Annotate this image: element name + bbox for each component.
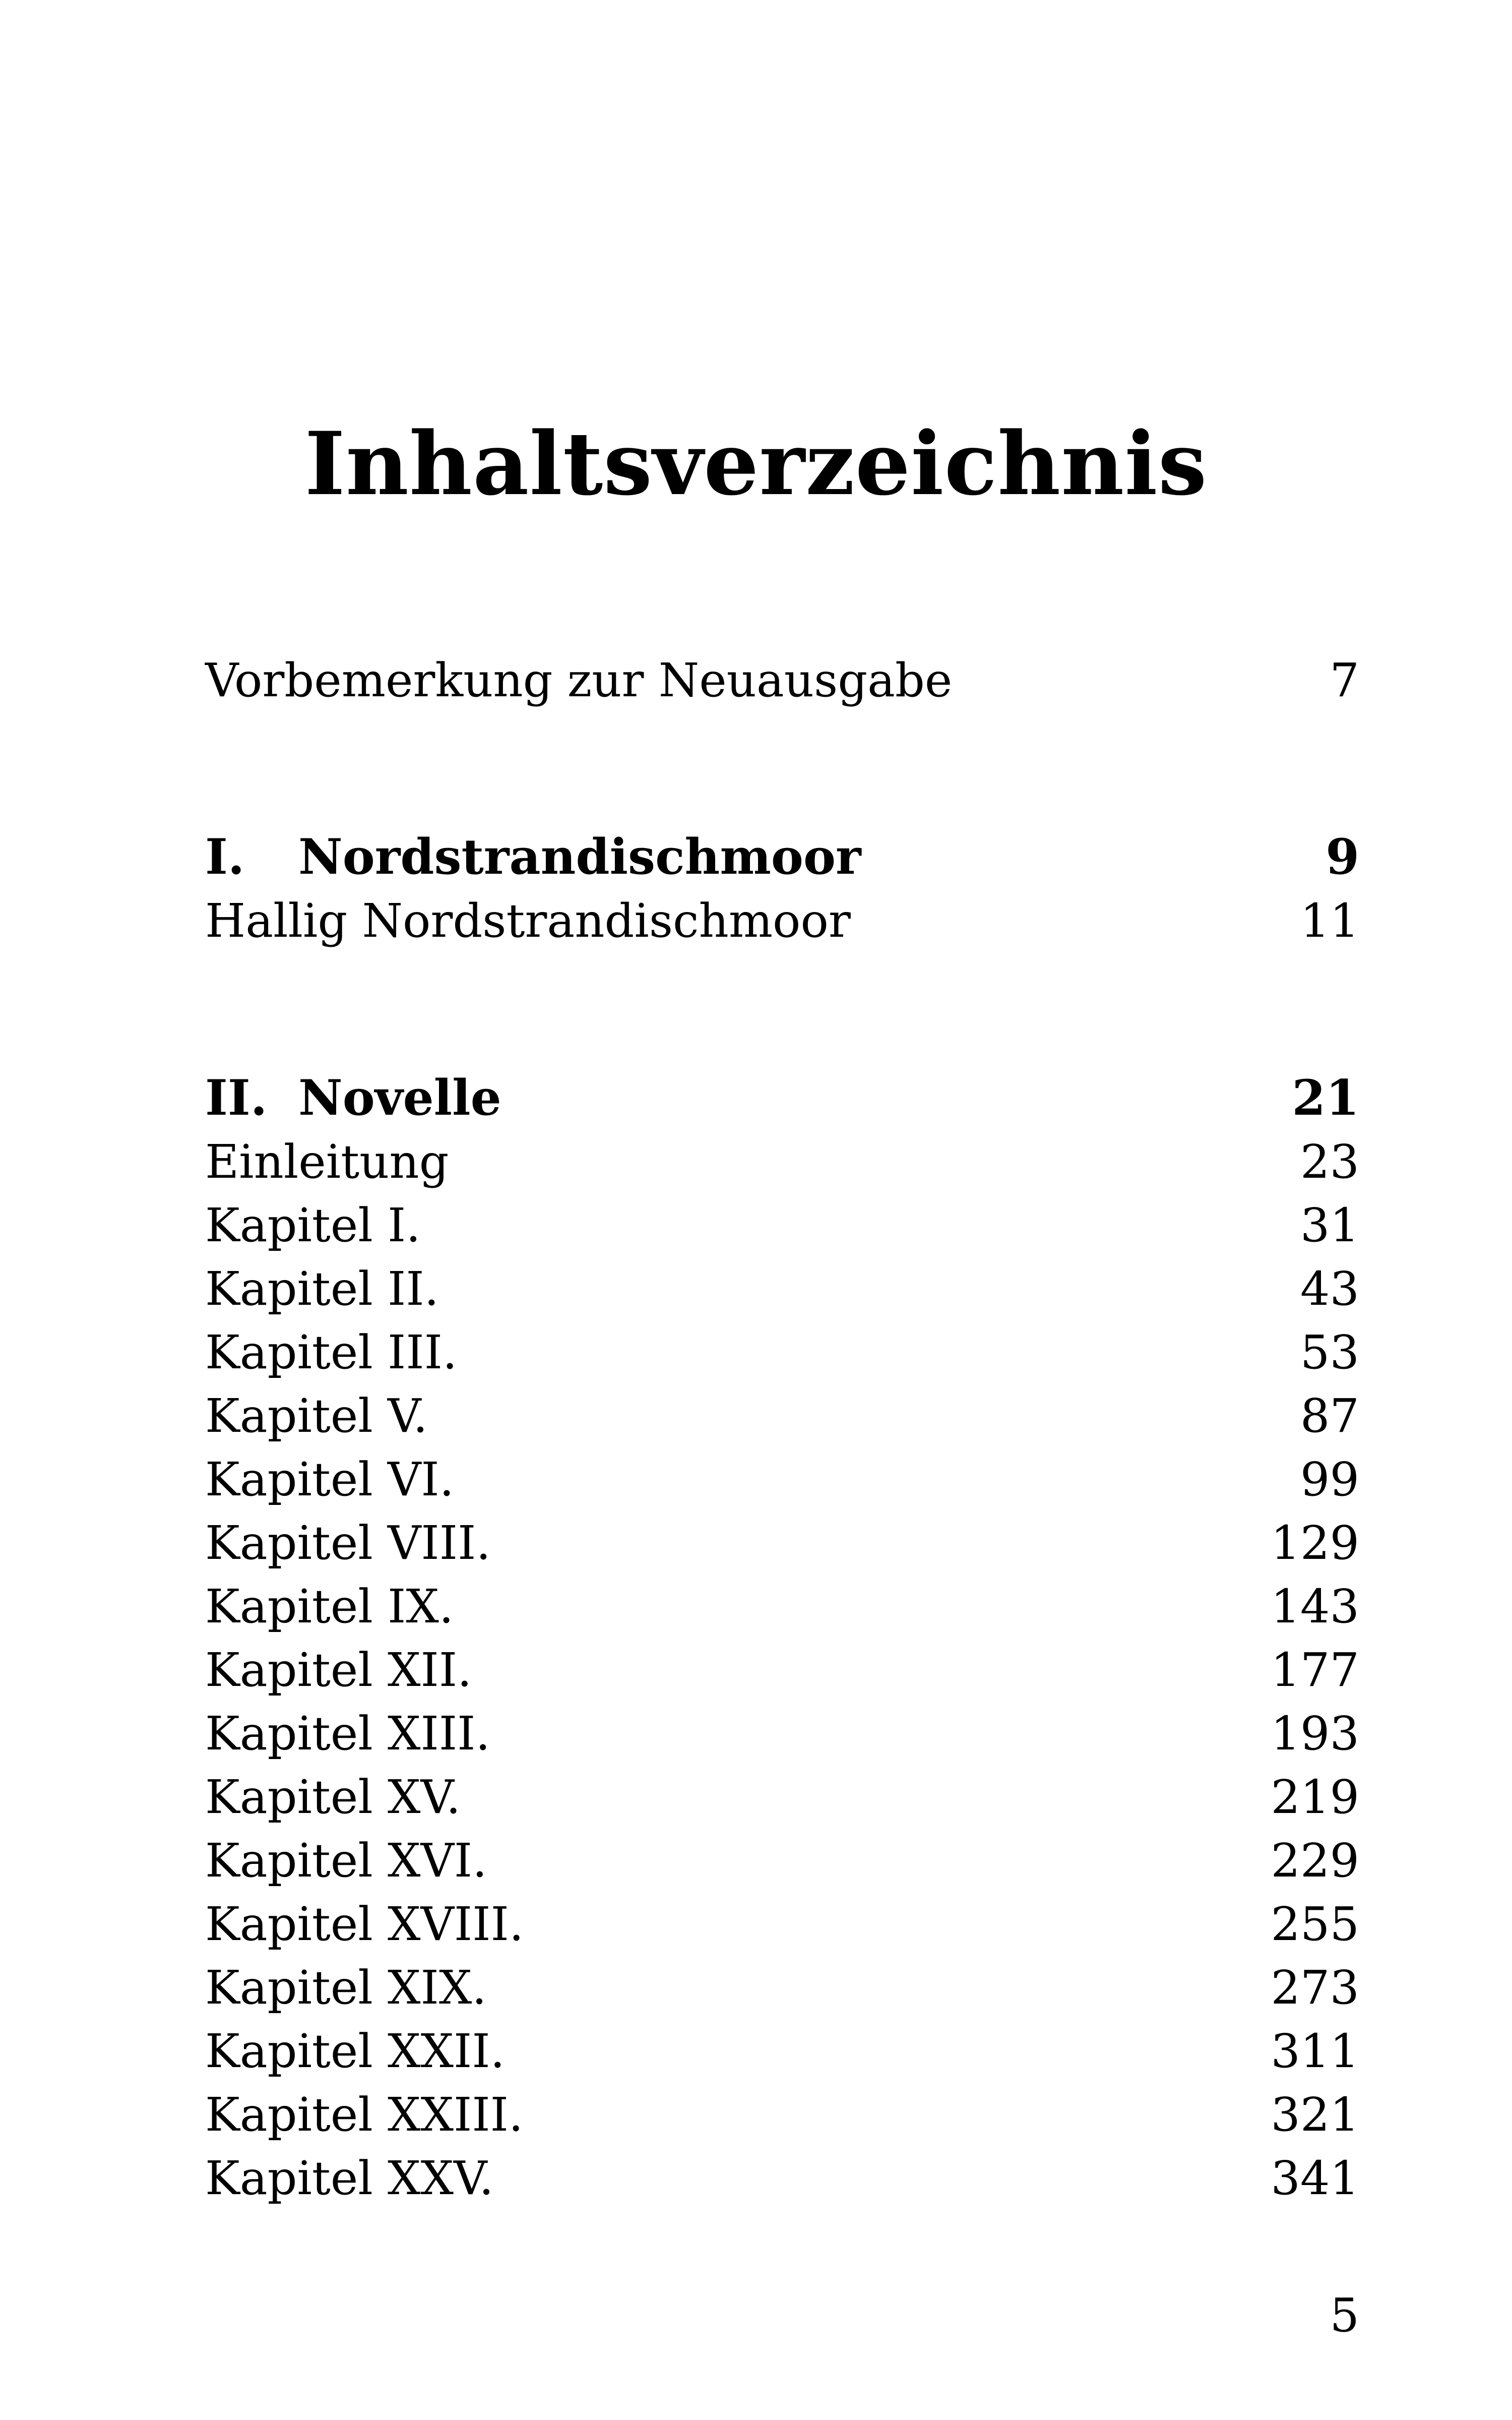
toc-entry-page: 321 bbox=[1271, 2088, 1359, 2142]
toc-entry-label: Vorbemerkung zur Neuausgabe bbox=[205, 653, 953, 707]
toc-entry-page: 193 bbox=[1271, 1707, 1359, 1761]
toc-entry-page: 177 bbox=[1271, 1643, 1359, 1697]
toc-entry bbox=[205, 2146, 1359, 2211]
toc-entry-label: Kapitel VI. bbox=[205, 1453, 455, 1506]
toc-entry-label: Kapitel VIII. bbox=[205, 1516, 491, 1570]
toc-entry-page: 143 bbox=[1271, 1580, 1359, 1634]
section-title: Novelle bbox=[298, 1069, 501, 1126]
toc-entry bbox=[205, 1701, 1359, 1767]
toc-entry bbox=[205, 1447, 1359, 1512]
toc-entry bbox=[205, 1574, 1359, 1640]
toc-entry bbox=[205, 888, 1359, 954]
toc-entry-page: 7 bbox=[1330, 653, 1359, 707]
toc-entry-label: Kapitel V. bbox=[205, 1389, 428, 1443]
toc-entry-page: 31 bbox=[1300, 1198, 1359, 1252]
toc-entry-label: Hallig Nordstrandischmoor bbox=[205, 894, 851, 948]
toc-entry bbox=[205, 1256, 1359, 1322]
toc-entry-label: Kapitel III. bbox=[205, 1325, 458, 1379]
section-page: 21 bbox=[1292, 1069, 1359, 1126]
section-numeral: I. bbox=[205, 828, 245, 885]
toc-entry-label: Kapitel XXII. bbox=[205, 2024, 505, 2078]
toc-entry-page: 43 bbox=[1300, 1262, 1359, 1316]
toc-entry-page: 87 bbox=[1300, 1389, 1359, 1443]
toc-entry-label: Kapitel XV. bbox=[205, 1770, 461, 1824]
toc-entry bbox=[205, 1828, 1359, 1894]
toc-entry bbox=[205, 1193, 1359, 1258]
toc-entry bbox=[205, 1129, 1359, 1195]
toc-entry-label: Kapitel XII. bbox=[205, 1643, 472, 1697]
toc-entry bbox=[205, 2082, 1359, 2148]
toc-entry bbox=[205, 1955, 1359, 2021]
toc-entry bbox=[205, 1383, 1359, 1449]
toc-entry-page: 219 bbox=[1271, 1770, 1359, 1824]
toc-entry bbox=[205, 1765, 1359, 1830]
toc-entry-page: 341 bbox=[1271, 2151, 1359, 2205]
toc-entry-label: Kapitel XIII. bbox=[205, 1707, 490, 1761]
toc-entry-label: Kapitel XVIII. bbox=[205, 1897, 524, 1951]
toc-entry-label: Einleitung bbox=[205, 1135, 449, 1189]
toc-entry bbox=[205, 2019, 1359, 2084]
toc-entry-page: 23 bbox=[1300, 1135, 1359, 1189]
toc-entry-label: Kapitel IX. bbox=[205, 1580, 454, 1634]
page-title: Inhaltsverzeichnis bbox=[304, 412, 1208, 515]
toc-entry-page: 11 bbox=[1300, 894, 1359, 948]
toc-entry-page: 255 bbox=[1271, 1897, 1359, 1951]
toc-entry bbox=[205, 1892, 1359, 1957]
toc-entry-page: 229 bbox=[1271, 1834, 1359, 1888]
toc-entry-label: Kapitel XIX. bbox=[205, 1961, 487, 2015]
toc-entry bbox=[205, 1638, 1359, 1703]
section-page: 9 bbox=[1326, 828, 1359, 885]
toc-entry-page: 311 bbox=[1271, 2024, 1359, 2078]
toc-entry-label: Kapitel XXIII. bbox=[205, 2088, 524, 2142]
toc-entry-label: Kapitel XVI. bbox=[205, 1834, 487, 1888]
toc-entry-preface bbox=[205, 648, 1359, 713]
toc-entry bbox=[205, 1510, 1359, 1576]
toc-entry-page: 99 bbox=[1300, 1453, 1359, 1506]
toc-section-heading bbox=[205, 1065, 1359, 1131]
page-number: 5 bbox=[1330, 2288, 1359, 2342]
toc-entry-label: Kapitel II. bbox=[205, 1262, 439, 1316]
toc-entry-page: 53 bbox=[1300, 1325, 1359, 1379]
section-title: Nordstrandischmoor bbox=[298, 828, 861, 885]
toc-entry-page: 129 bbox=[1271, 1516, 1359, 1570]
toc-entry-label: Kapitel I. bbox=[205, 1198, 421, 1252]
toc-entry-label: Kapitel XXV. bbox=[205, 2151, 494, 2205]
section-numeral: II. bbox=[205, 1069, 268, 1126]
toc-entry-page: 273 bbox=[1271, 1961, 1359, 2015]
toc-entry bbox=[205, 1320, 1359, 1385]
toc-section-heading bbox=[205, 824, 1359, 890]
